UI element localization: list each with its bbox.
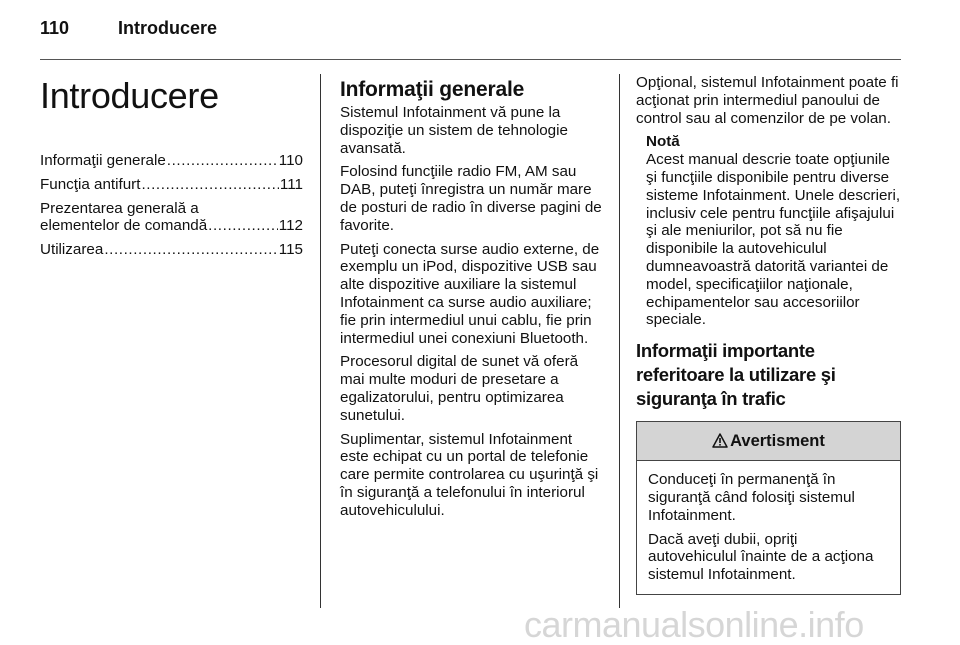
intro-paragraph: Opţional, sistemul Infotainment poate fi acţionat prin intermediul panoului de control sau al comenzilor de pe volan. — [636, 74, 899, 127]
chapter-title: Introducere — [40, 75, 219, 116]
warning-triangle-icon — [712, 432, 730, 450]
toc-leader-dots — [167, 152, 278, 170]
warning-body — [637, 461, 900, 594]
paragraph: Puteţi conecta surse audio externe, de exemplu un iPod, dispozitive USB sau alte dispozitive auxiliare la sistemul Infotainment ca surse audio auxiliare; fie prin intermediul unui cablu, fie prin intermediul unei conexiuni Bluetooth. — [340, 240, 600, 347]
toc-entry-label: Funcţia antifurt — [40, 175, 141, 193]
section-heading: Informaţii generale — [340, 78, 525, 101]
note-text: Acest manual descrie toate opţiunile şi funcţiile disponibile pentru diverse sisteme Infotainment. Unele descrieri, inclusiv cele pentru funcţiile afişajului şi ale meniurilor, pot să nu fie disponibile la autovehiculul dumneavoastră datorită variantei de model, specificaţiilor naţionale, echipamentelor sau accesoriilor speciale. — [646, 151, 901, 329]
safety-heading: Informaţii importante referitoare la utilizare şi siguranţa în trafic — [636, 340, 836, 410]
toc-page-number: 112 — [278, 217, 303, 235]
toc-entry[interactable] — [40, 241, 303, 259]
toc-entry-label: Prezentarea generală a — [40, 199, 199, 217]
column-divider-right — [619, 74, 620, 608]
toc-entry-label: Informaţii generale — [40, 152, 166, 169]
toc-page-number: 110 — [278, 152, 303, 169]
warning-paragraph: Conduceţi în permanenţă în siguranţă când folosiţi sistemul Infotainment. — [648, 471, 855, 524]
warning-box — [636, 421, 901, 595]
toc-entry-row — [40, 152, 303, 170]
toc-page-number: 111 — [279, 175, 303, 193]
warning-paragraph: Dacă aveţi dubii, opriţi autovehiculul înainte de a acţiona sistemul Infotainment. — [648, 530, 874, 584]
paragraph: Sistemul Infotainment vă pune la dispoziţie un sistem de tehnologie avansată. — [340, 104, 568, 157]
right-column — [636, 74, 901, 595]
toc-leader-dots — [208, 217, 278, 235]
toc-entry[interactable] — [40, 200, 303, 236]
paragraph: Procesorul digital de sunet vă oferă mai multe moduri de presetare a egalizatorului, pentru optimizarea sunetului. — [340, 353, 579, 424]
running-header — [40, 18, 217, 39]
page-number: 110 — [40, 18, 70, 38]
warning-title: Avertisment — [730, 432, 825, 451]
toc-entry-label: elementelor de comandă — [40, 217, 208, 235]
running-header-title: Introducere — [118, 18, 218, 38]
paragraph: Suplimentar, sistemul Infotainment este echipat cu un portal de telefonie care permite controlarea cu uşurinţă şi în siguranţă a telefonului în interiorul autovehiculului. — [340, 430, 599, 519]
note-title: Notă — [646, 133, 680, 151]
toc-column — [40, 74, 303, 265]
toc-leader-dots — [104, 241, 277, 259]
toc-entry-row — [40, 176, 303, 194]
header-divider — [40, 59, 901, 60]
warning-header — [637, 422, 900, 461]
toc-page-number: 115 — [278, 241, 303, 259]
main-column — [340, 74, 603, 526]
note-block — [646, 133, 901, 329]
toc-entry[interactable] — [40, 152, 303, 170]
column-divider-left — [320, 74, 321, 608]
toc-list — [40, 152, 303, 259]
toc-entry-row — [40, 241, 303, 259]
toc-entry-label: Utilizarea — [40, 241, 104, 259]
toc-entry[interactable] — [40, 176, 303, 194]
paragraph: Folosind funcţiile radio FM, AM sau DAB, puteţi înregistra un număr mare de posturi de radio în diverse pagini de favorite. — [340, 163, 602, 234]
watermark: carmanualsonline.info — [524, 604, 864, 645]
toc-entry-row — [40, 217, 303, 235]
toc-leader-dots — [141, 176, 278, 194]
